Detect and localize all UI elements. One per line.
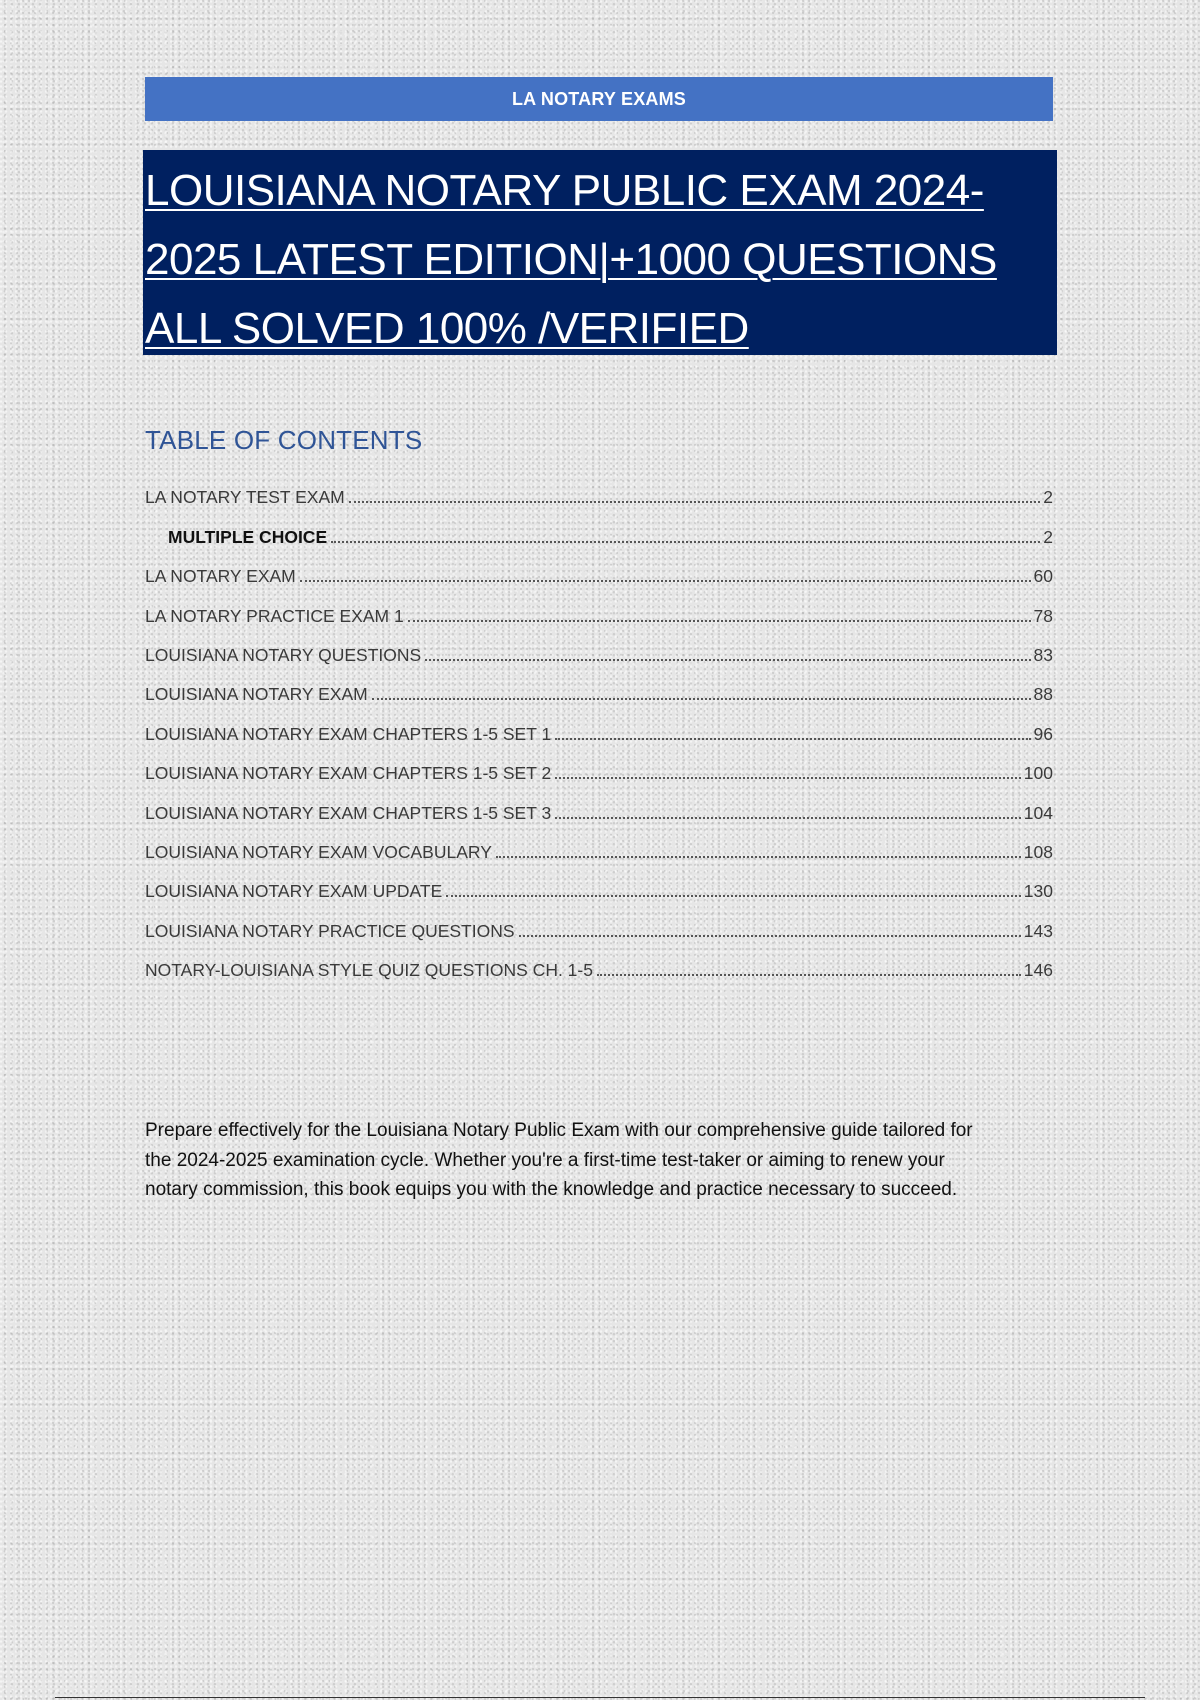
- toc-entry-title: LOUISIANA NOTARY EXAM CHAPTERS 1-5 SET 3: [145, 802, 552, 823]
- toc-leader-dots: [496, 855, 1021, 858]
- description-line: the 2024-2025 examination cycle. Whether you're a first-time test-taker or aiming to renew your: [145, 1149, 945, 1171]
- toc-heading: TABLE OF CONTENTS: [145, 425, 423, 455]
- toc-entry[interactable]: [145, 469, 1053, 508]
- title-line: 2025 LATEST EDITION|+1000 QUESTIONS: [145, 235, 997, 284]
- toc-leader-dots: [555, 816, 1021, 819]
- toc-entry-page: 78: [1033, 605, 1053, 626]
- toc-entry-title: LOUISIANA NOTARY EXAM CHAPTERS 1-5 SET 1: [145, 723, 552, 744]
- toc-entry[interactable]: [145, 508, 1053, 547]
- toc-leader-dots: [519, 934, 1021, 937]
- toc-leader-dots: [408, 619, 1031, 622]
- toc-entry[interactable]: [145, 824, 1053, 863]
- toc-entry[interactable]: [145, 902, 1053, 941]
- toc-leader-dots: [425, 658, 1030, 661]
- toc-entry-title: LOUISIANA NOTARY EXAM: [145, 684, 368, 705]
- toc-entry[interactable]: [145, 705, 1053, 744]
- toc-entry-title: LOUISIANA NOTARY PRACTICE QUESTIONS: [145, 920, 515, 941]
- toc-entry[interactable]: [145, 942, 1053, 981]
- toc-entry-page: 83: [1033, 644, 1053, 665]
- toc-entry-title: LOUISIANA NOTARY EXAM CHAPTERS 1-5 SET 2: [145, 763, 552, 784]
- title-line: ALL SOLVED 100% /VERIFIED: [145, 304, 749, 353]
- toc-entry[interactable]: [145, 784, 1053, 823]
- toc-entry-page: 108: [1023, 841, 1053, 862]
- toc-entry[interactable]: [145, 666, 1053, 705]
- toc-entry-title: LA NOTARY PRACTICE EXAM 1: [145, 605, 404, 626]
- description-paragraph: [145, 1116, 1055, 1205]
- toc-entry-page: 104: [1023, 802, 1053, 823]
- document-title: [145, 156, 1057, 363]
- toc-entry-title: MULTIPLE CHOICE: [168, 526, 328, 547]
- title-line: LOUISIANA NOTARY PUBLIC EXAM 2024-: [145, 166, 984, 215]
- toc-entry-page: 60: [1033, 566, 1053, 587]
- toc-entry-page: 96: [1033, 723, 1053, 744]
- description-line: Prepare effectively for the Louisiana Notary Public Exam with our comprehensive guide tailored for: [145, 1120, 973, 1141]
- description-line: notary commission, this book equips you with the knowledge and practice necessary to succeed.: [145, 1179, 958, 1200]
- toc-entry-title: LOUISIANA NOTARY QUESTIONS: [145, 644, 422, 665]
- toc-leader-dots: [349, 500, 1041, 503]
- toc-leader-dots: [555, 776, 1021, 779]
- toc-entry-page: 100: [1023, 763, 1053, 784]
- header-banner: [145, 77, 1053, 121]
- toc-entry-page: 88: [1033, 684, 1053, 705]
- toc-entry[interactable]: [145, 863, 1053, 902]
- toc-entry-page: 130: [1023, 881, 1053, 902]
- header-banner-label: LA NOTARY EXAMS: [511, 89, 686, 109]
- toc-entry-page: 2: [1043, 526, 1053, 547]
- toc-entry[interactable]: [145, 587, 1053, 626]
- toc-leader-dots: [597, 973, 1021, 976]
- footer-divider: [55, 1697, 1145, 1698]
- toc-entry-title: LA NOTARY TEST EXAM: [145, 487, 345, 508]
- toc-leader-dots: [555, 737, 1030, 740]
- toc-entry-page: 2: [1043, 487, 1053, 508]
- table-of-contents: [145, 469, 1053, 981]
- toc-entry-page: 143: [1023, 920, 1053, 941]
- toc-entry-title: NOTARY-LOUISIANA STYLE QUIZ QUESTIONS CH. 1-5: [145, 960, 593, 981]
- title-block: [143, 150, 1057, 355]
- toc-entry-title: LOUISIANA NOTARY EXAM VOCABULARY: [145, 841, 492, 862]
- toc-entry-title: LOUISIANA NOTARY EXAM UPDATE: [145, 881, 443, 902]
- toc-leader-dots: [446, 894, 1021, 897]
- toc-entry[interactable]: [145, 745, 1053, 784]
- toc-leader-dots: [300, 579, 1031, 582]
- toc-leader-dots: [331, 540, 1040, 543]
- toc-entry[interactable]: [145, 548, 1053, 587]
- toc-entry-title: LA NOTARY EXAM: [145, 566, 296, 587]
- toc-entry-page: 146: [1023, 960, 1053, 981]
- toc-leader-dots: [372, 697, 1031, 700]
- toc-entry[interactable]: [145, 627, 1053, 666]
